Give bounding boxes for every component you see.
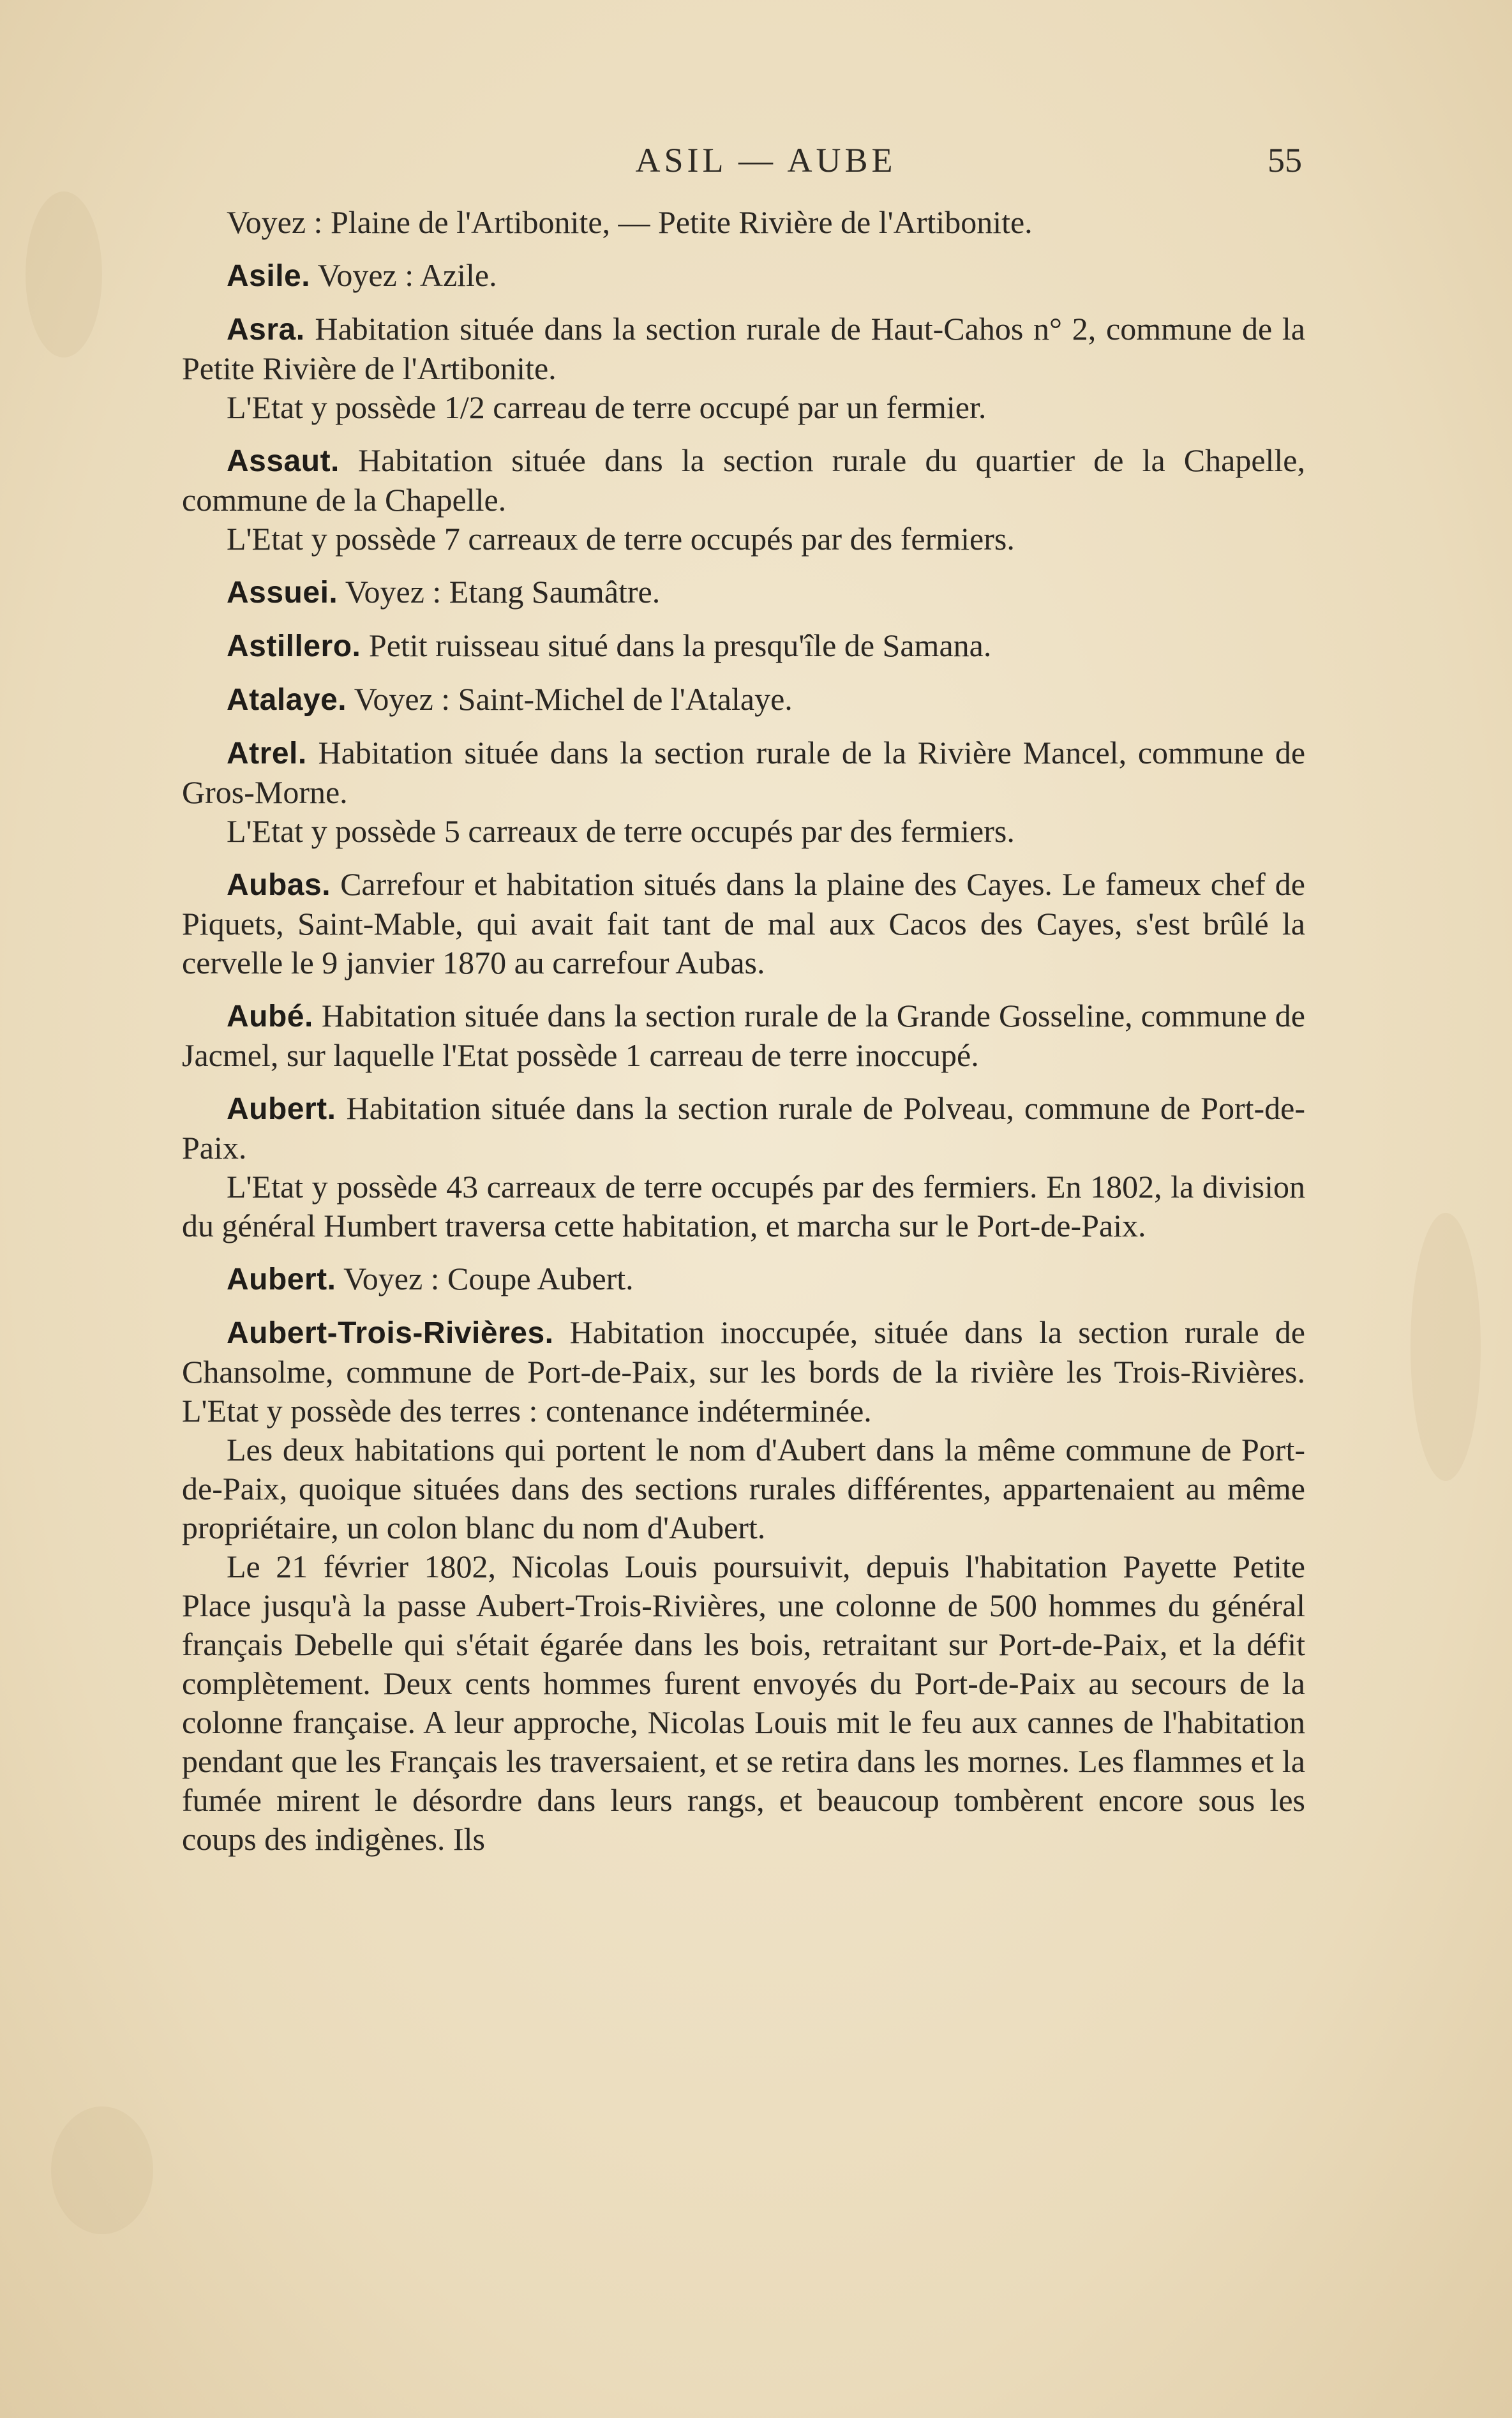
paper-stain — [51, 2106, 153, 2234]
entry-atalaye — [182, 680, 1305, 719]
running-title: ASIL — AUBE — [635, 141, 897, 179]
entry-asra — [182, 310, 1305, 427]
entry-text: Habitation située dans la section rurale de la Grande Gosseline, commune de Jacmel, sur laquelle l'Etat possède 1 carreau de terre inoccupé. — [182, 998, 1305, 1073]
page-header — [0, 134, 1512, 191]
entry-text: Habitation située dans la section rurale de Haut-Cahos n° 2, commune de la Petite Rivière de l'Artibonite. — [182, 311, 1305, 386]
entry-atrel — [182, 733, 1305, 851]
entry-text: Habitation inoccupée, située dans la section rurale de Chansolme, commune de Port-de-Paix, sur les bords de la rivière les Trois-Rivières. L'Etat y possède des terres : contenance indéterminée. — [182, 1314, 1306, 1429]
entry-text: L'Etat y possède 43 carreaux de terre occupés par des fermiers. En 1802, la division du général Humbert traversa cette habitation, et marcha sur le Port-de-Paix. — [182, 1169, 1305, 1243]
paper-stain — [26, 191, 102, 357]
page-number: 55 — [1268, 141, 1302, 179]
entry-assuei — [182, 573, 1305, 612]
entry-term: Aubert-Trois-Rivières. — [227, 1316, 554, 1350]
entry-text: Habitation située dans la section rurale de Polveau, commune de Port-de-Paix. — [182, 1090, 1306, 1166]
entry-term: Assuei. — [227, 576, 338, 610]
entry-text: L'Etat y possède 5 carreaux de terre occupés par des fermiers. — [227, 813, 1015, 849]
entry-term: Astillero. — [227, 629, 361, 663]
entry-term: Atrel. — [227, 737, 307, 770]
entry-aubert-trois-rivieres — [182, 1313, 1305, 1859]
entry-aubas — [182, 865, 1305, 982]
entry-term: Asra. — [227, 313, 305, 347]
entry-asile — [182, 256, 1305, 296]
entry-text: Carrefour et habitation situés dans la plaine des Cayes. Le fameux chef de Piquets, Saint-Mable, qui avait fait tant de mal aux Cacos des Cayes, s'est brûlé la cervelle le 9 janvier 1870 au carrefour Aubas. — [182, 866, 1305, 980]
entry-text: Voyez : Saint-Michel de l'Atalaye. — [354, 681, 793, 717]
dictionary-text — [182, 203, 1305, 1873]
entry-text: Voyez : Coupe Aubert. — [343, 1261, 634, 1296]
entry-term: Aubas. — [227, 868, 331, 902]
entry-astillero — [182, 626, 1305, 666]
entry-continuation — [182, 203, 1305, 242]
entry-text: Voyez : Etang Saumâtre. — [345, 574, 661, 610]
entry-text: Habitation située dans la section rurale du quartier de la Chapelle, commune de la Chapelle. — [182, 442, 1306, 518]
entry-text: Voyez : Azile. — [317, 257, 497, 293]
entry-term: Asile. — [227, 259, 311, 293]
entry-assaut — [182, 441, 1305, 559]
entry-text: Habitation située dans la section rurale de la Rivière Mancel, commune de Gros-Morne. — [182, 735, 1306, 810]
entry-term: Aubé. — [227, 1000, 313, 1033]
entry-aubert-1 — [182, 1089, 1305, 1245]
entry-term: Assaut. — [227, 444, 340, 478]
entry-term: Aubert. — [227, 1092, 336, 1126]
paper-stain — [1411, 1213, 1481, 1481]
entry-aubert-2 — [182, 1259, 1305, 1299]
entry-text: L'Etat y possède 7 carreaux de terre occupés par des fermiers. — [227, 521, 1015, 557]
entry-text: Le 21 février 1802, Nicolas Louis poursuivit, depuis l'habitation Payette Petite Place jusqu'à la passe Aubert-Trois-Rivières, une colonne de 500 hommes du général français Debelle qui s'était égarée dans les bois, retraitant sur Port-de-Paix, et la défit complètement. Deux cents hommes furent envoyés du Port-de-Paix au secours de la colonne française. A leur approche, Nicolas Louis mit le feu aux cannes de l'habitation pendant que les Français les traversaient, et se retira dans les mornes. Les flammes et la fumée mirent le désordre dans leurs rangs, et beaucoup tombèrent encore sous les coups des indigènes. Ils — [182, 1549, 1305, 1857]
entry-term: Aubert. — [227, 1263, 336, 1296]
entry-text: Les deux habitations qui portent le nom d'Aubert dans la même commune de Port-de-Paix, quoique situées dans des sections rurales différentes, appartenaient au même propriétaire, un colon blanc du nom d'Aubert. — [182, 1432, 1305, 1545]
entry-term: Atalaye. — [227, 683, 347, 717]
entry-text: Petit ruisseau situé dans la presqu'île de Samana. — [368, 627, 992, 663]
entry-text: L'Etat y possède 1/2 carreau de terre occupé par un fermier. — [227, 389, 987, 425]
entry-text: Voyez : Plaine de l'Artibonite, — Petite Rivière de l'Artibonite. — [227, 204, 1033, 240]
entry-aube — [182, 996, 1305, 1075]
